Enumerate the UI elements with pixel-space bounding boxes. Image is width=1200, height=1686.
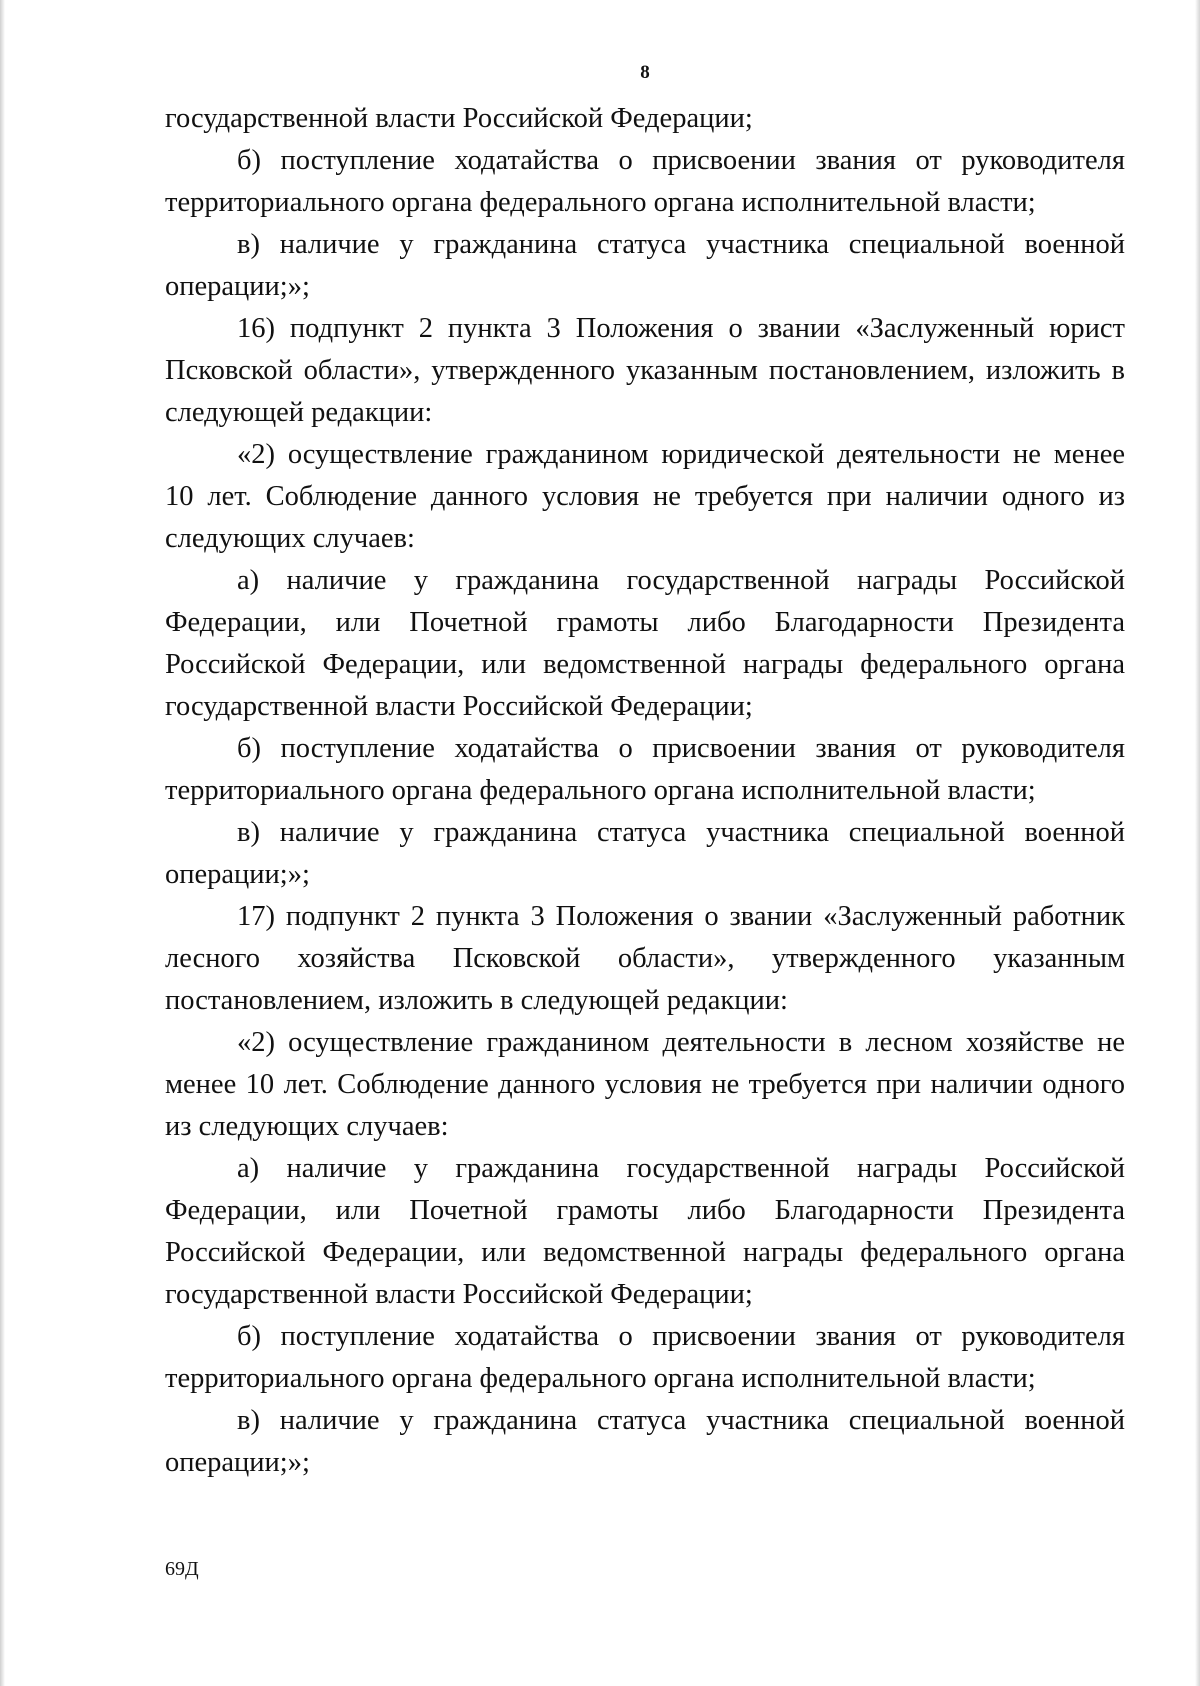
scan-edge-left <box>0 0 5 1686</box>
scan-edge-right <box>1195 0 1200 1686</box>
paragraph: б) поступление ходатайства о присвоении звания от руководителя территориального органа федерального органа исполнительной власти; <box>165 733 1125 806</box>
paragraph: а) наличие у гражданина государственной награды Российской Федерации, или Почетной грамоты либо Благодарности Президента Российской Федерации, или ведомственной награды федерального органа государственной власти Российской Федерации; <box>165 565 1125 722</box>
paragraph: в) наличие у гражданина статуса участника специальной военной операции;»; <box>165 229 1125 302</box>
paragraph: 16) подпункт 2 пункта 3 Положения о звании «Заслуженный юрист Псковской области», утвержденного указанным постановлением, изложить в следующей редакции: <box>165 313 1125 428</box>
paragraph: б) поступление ходатайства о присвоении звания от руководителя территориального органа федерального органа исполнительной власти; <box>165 1321 1125 1394</box>
document-code: 69Д <box>165 1558 199 1580</box>
paragraph: в) наличие у гражданина статуса участника специальной военной операции;»; <box>165 1405 1125 1478</box>
paragraph: государственной власти Российской Федерации; <box>165 103 753 134</box>
paragraph: б) поступление ходатайства о присвоении звания от руководителя территориального органа федерального органа исполнительной власти; <box>165 145 1125 218</box>
paragraph: 17) подпункт 2 пункта 3 Положения о звании «Заслуженный работник лесного хозяйства Псковской области», утвержденного указанным постановлением, изложить в следующей редакции: <box>165 901 1125 1016</box>
paragraph: «2) осуществление гражданином юридической деятельности не менее 10 лет. Соблюдение данного условия не требуется при наличии одного из следующих случаев: <box>165 439 1125 554</box>
paragraph: в) наличие у гражданина статуса участника специальной военной операции;»; <box>165 817 1125 890</box>
paragraph: а) наличие у гражданина государственной награды Российской Федерации, или Почетной грамоты либо Благодарности Президента Российской Федерации, или ведомственной награды федерального органа государственной власти Российской Федерации; <box>165 1153 1125 1310</box>
paragraph: «2) осуществление гражданином деятельности в лесном хозяйстве не менее 10 лет. Соблюдение данного условия не требуется при наличии одного из следующих случаев: <box>165 1027 1125 1142</box>
document-body <box>165 98 1125 1484</box>
page-number: 8 <box>640 62 650 83</box>
